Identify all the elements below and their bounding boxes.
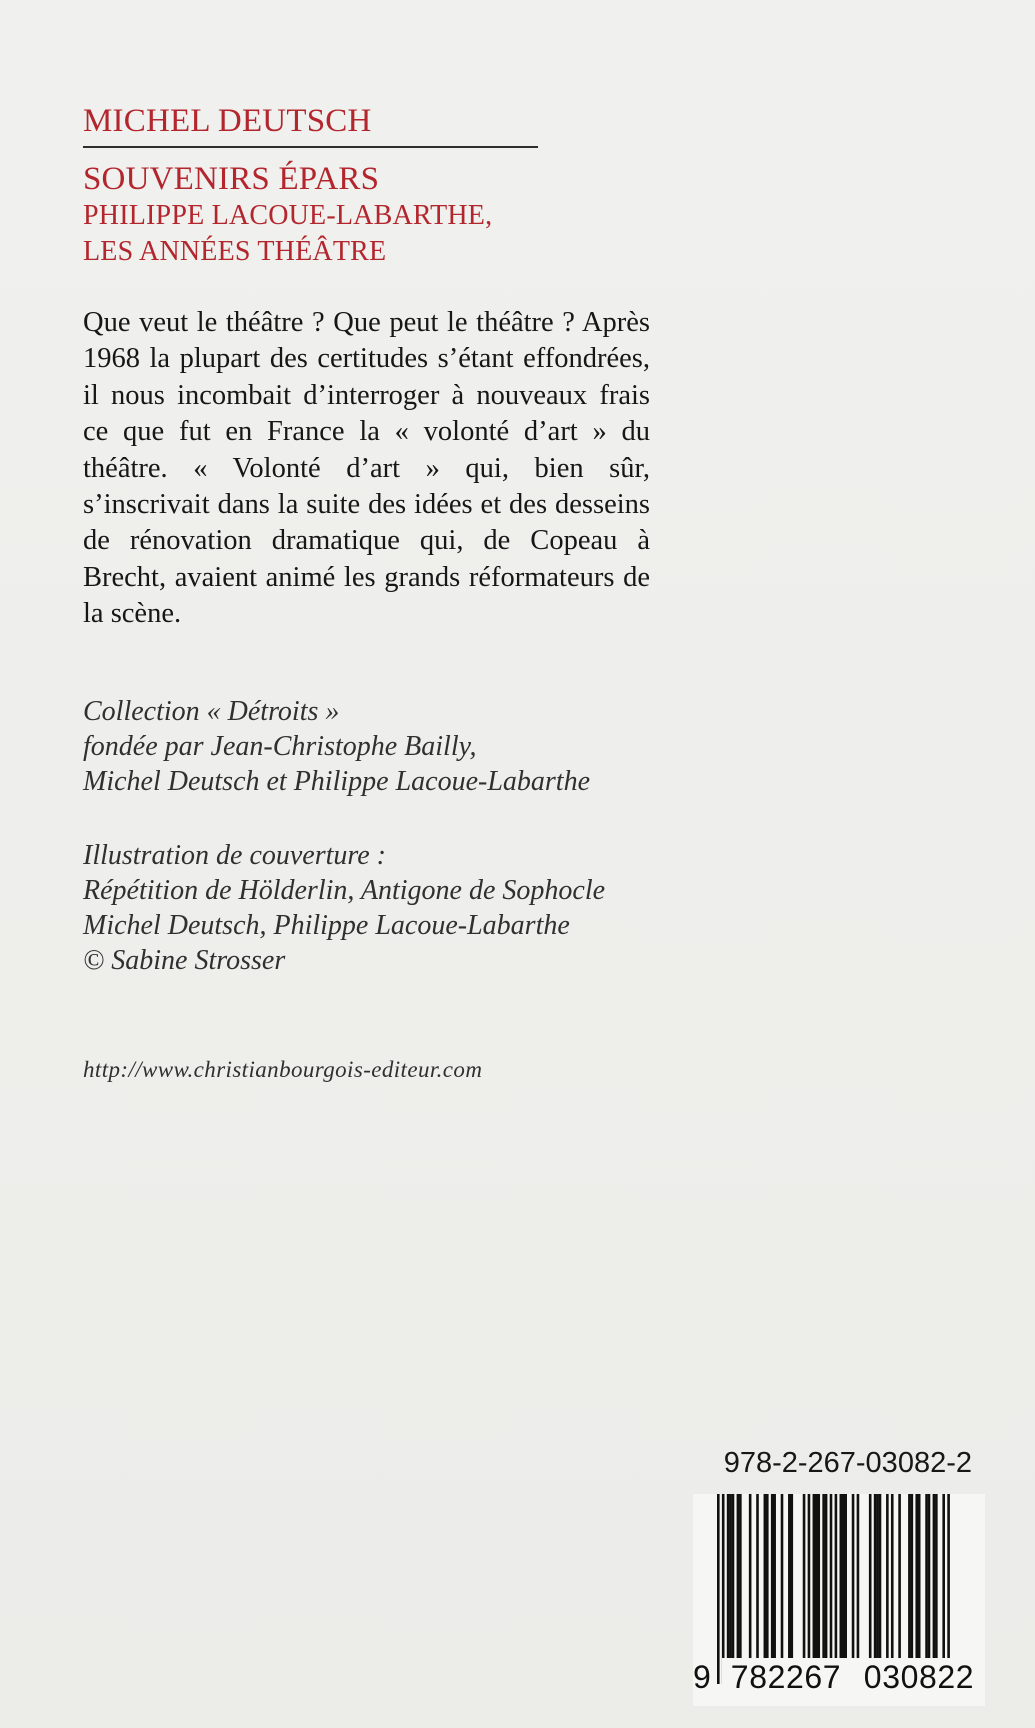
barcode-bar — [749, 1494, 752, 1658]
barcode-guard-bar — [717, 1494, 720, 1684]
barcode-bar — [727, 1494, 730, 1658]
barcode-bar — [911, 1494, 914, 1658]
barcode-bar — [874, 1494, 877, 1658]
barcode-bar — [908, 1494, 911, 1658]
barcode-bar — [898, 1494, 901, 1658]
barcode-first-digit: 9 — [693, 1658, 715, 1696]
barcode-bar — [822, 1494, 825, 1658]
barcode-bar — [815, 1494, 818, 1658]
illustration-line-4: © Sabine Strosser — [83, 945, 286, 976]
barcode-bar — [729, 1494, 732, 1658]
illustration-line-1: Illustration de couverture : — [83, 840, 387, 871]
barcode-bar — [764, 1494, 767, 1658]
barcode-bar — [857, 1494, 860, 1658]
barcode-bar — [840, 1494, 843, 1658]
barcode-bar — [825, 1494, 828, 1658]
publisher-url: http://www.christianbourgois-editeur.com — [83, 1057, 483, 1082]
illustration-line-2: Répétition de Hölderlin, Antigone de Sophocle — [83, 875, 606, 906]
barcode-bar — [915, 1494, 918, 1658]
barcode-bar — [876, 1494, 879, 1658]
barcode-bar — [766, 1494, 769, 1658]
collection-credit — [83, 694, 733, 799]
barcode-guard-bar — [942, 1494, 945, 1684]
subtitle-line-2: LES ANNÉES THÉÂTRE — [83, 236, 387, 267]
barcode-bar — [918, 1494, 921, 1658]
barcode-bar — [817, 1494, 820, 1658]
barcode-bar — [781, 1494, 784, 1658]
barcode-bar — [808, 1494, 811, 1658]
barcode-right-digits: 030822 — [855, 1658, 983, 1696]
barcode-bar — [739, 1494, 742, 1658]
barcode-bar — [886, 1494, 889, 1658]
barcode-bar — [844, 1494, 847, 1658]
barcode-bar — [879, 1494, 882, 1658]
barcode-bar — [813, 1494, 816, 1658]
barcode-bar — [925, 1494, 928, 1658]
barcode-bar — [933, 1494, 936, 1658]
barcode-bar — [869, 1494, 872, 1658]
illustration-credit — [83, 838, 733, 978]
barcode-bar — [891, 1494, 894, 1658]
barcode-left-digits: 782267 — [722, 1658, 850, 1696]
book-title: SOUVENIRS ÉPARS — [83, 161, 380, 197]
barcode-bar — [756, 1494, 759, 1658]
book-description: Que veut le théâtre ? Que peut le théâtre ? Après 1968 la plupart des certitudes s’étant effondrées, il nous incombait d’interroger à nouveaux frais ce que fut en France la « volonté d’art » du théâtre. « Volonté d’art » qui, bien sûr, s’inscrivait dans la suite des idées et des desseins de rénovation dramatique qui, de Copeau à Brecht, avaient animé les grands réformateurs de la scène. — [83, 307, 650, 630]
barcode-bar — [842, 1494, 845, 1658]
barcode-bar — [852, 1494, 855, 1658]
isbn-barcode — [693, 1494, 985, 1706]
barcode-guard-bar — [835, 1494, 838, 1684]
barcode-guard-bar — [722, 1494, 725, 1684]
collection-line-3: Michel Deutsch et Philippe Lacoue-Labarthe — [83, 766, 590, 797]
collection-line-1: Collection « Détroits » — [83, 696, 340, 727]
author-name: MICHEL DEUTSCH — [83, 103, 372, 139]
title-divider — [83, 146, 538, 148]
barcode-bar — [771, 1494, 774, 1658]
barcode-bar — [773, 1494, 776, 1658]
collection-line-2: fondée par Jean-Christophe Bailly, — [83, 731, 477, 762]
barcode-bar — [803, 1494, 806, 1658]
barcode-bar — [737, 1494, 740, 1658]
barcode-bar — [928, 1494, 931, 1658]
isbn-label: 978-2-267-03082-2 — [723, 1447, 972, 1479]
barcode-bar — [732, 1494, 735, 1658]
barcode-guard-bar — [830, 1494, 833, 1684]
barcode-bar — [788, 1494, 791, 1658]
illustration-line-3: Michel Deutsch, Philippe Lacoue-Labarthe — [83, 910, 570, 941]
barcode-guard-bar — [947, 1494, 950, 1684]
book-header — [83, 102, 538, 270]
subtitle-line-1: PHILIPPE LACOUE-LABARTHE, — [83, 200, 493, 231]
barcode-bar — [935, 1494, 938, 1658]
barcode-bar — [791, 1494, 794, 1658]
